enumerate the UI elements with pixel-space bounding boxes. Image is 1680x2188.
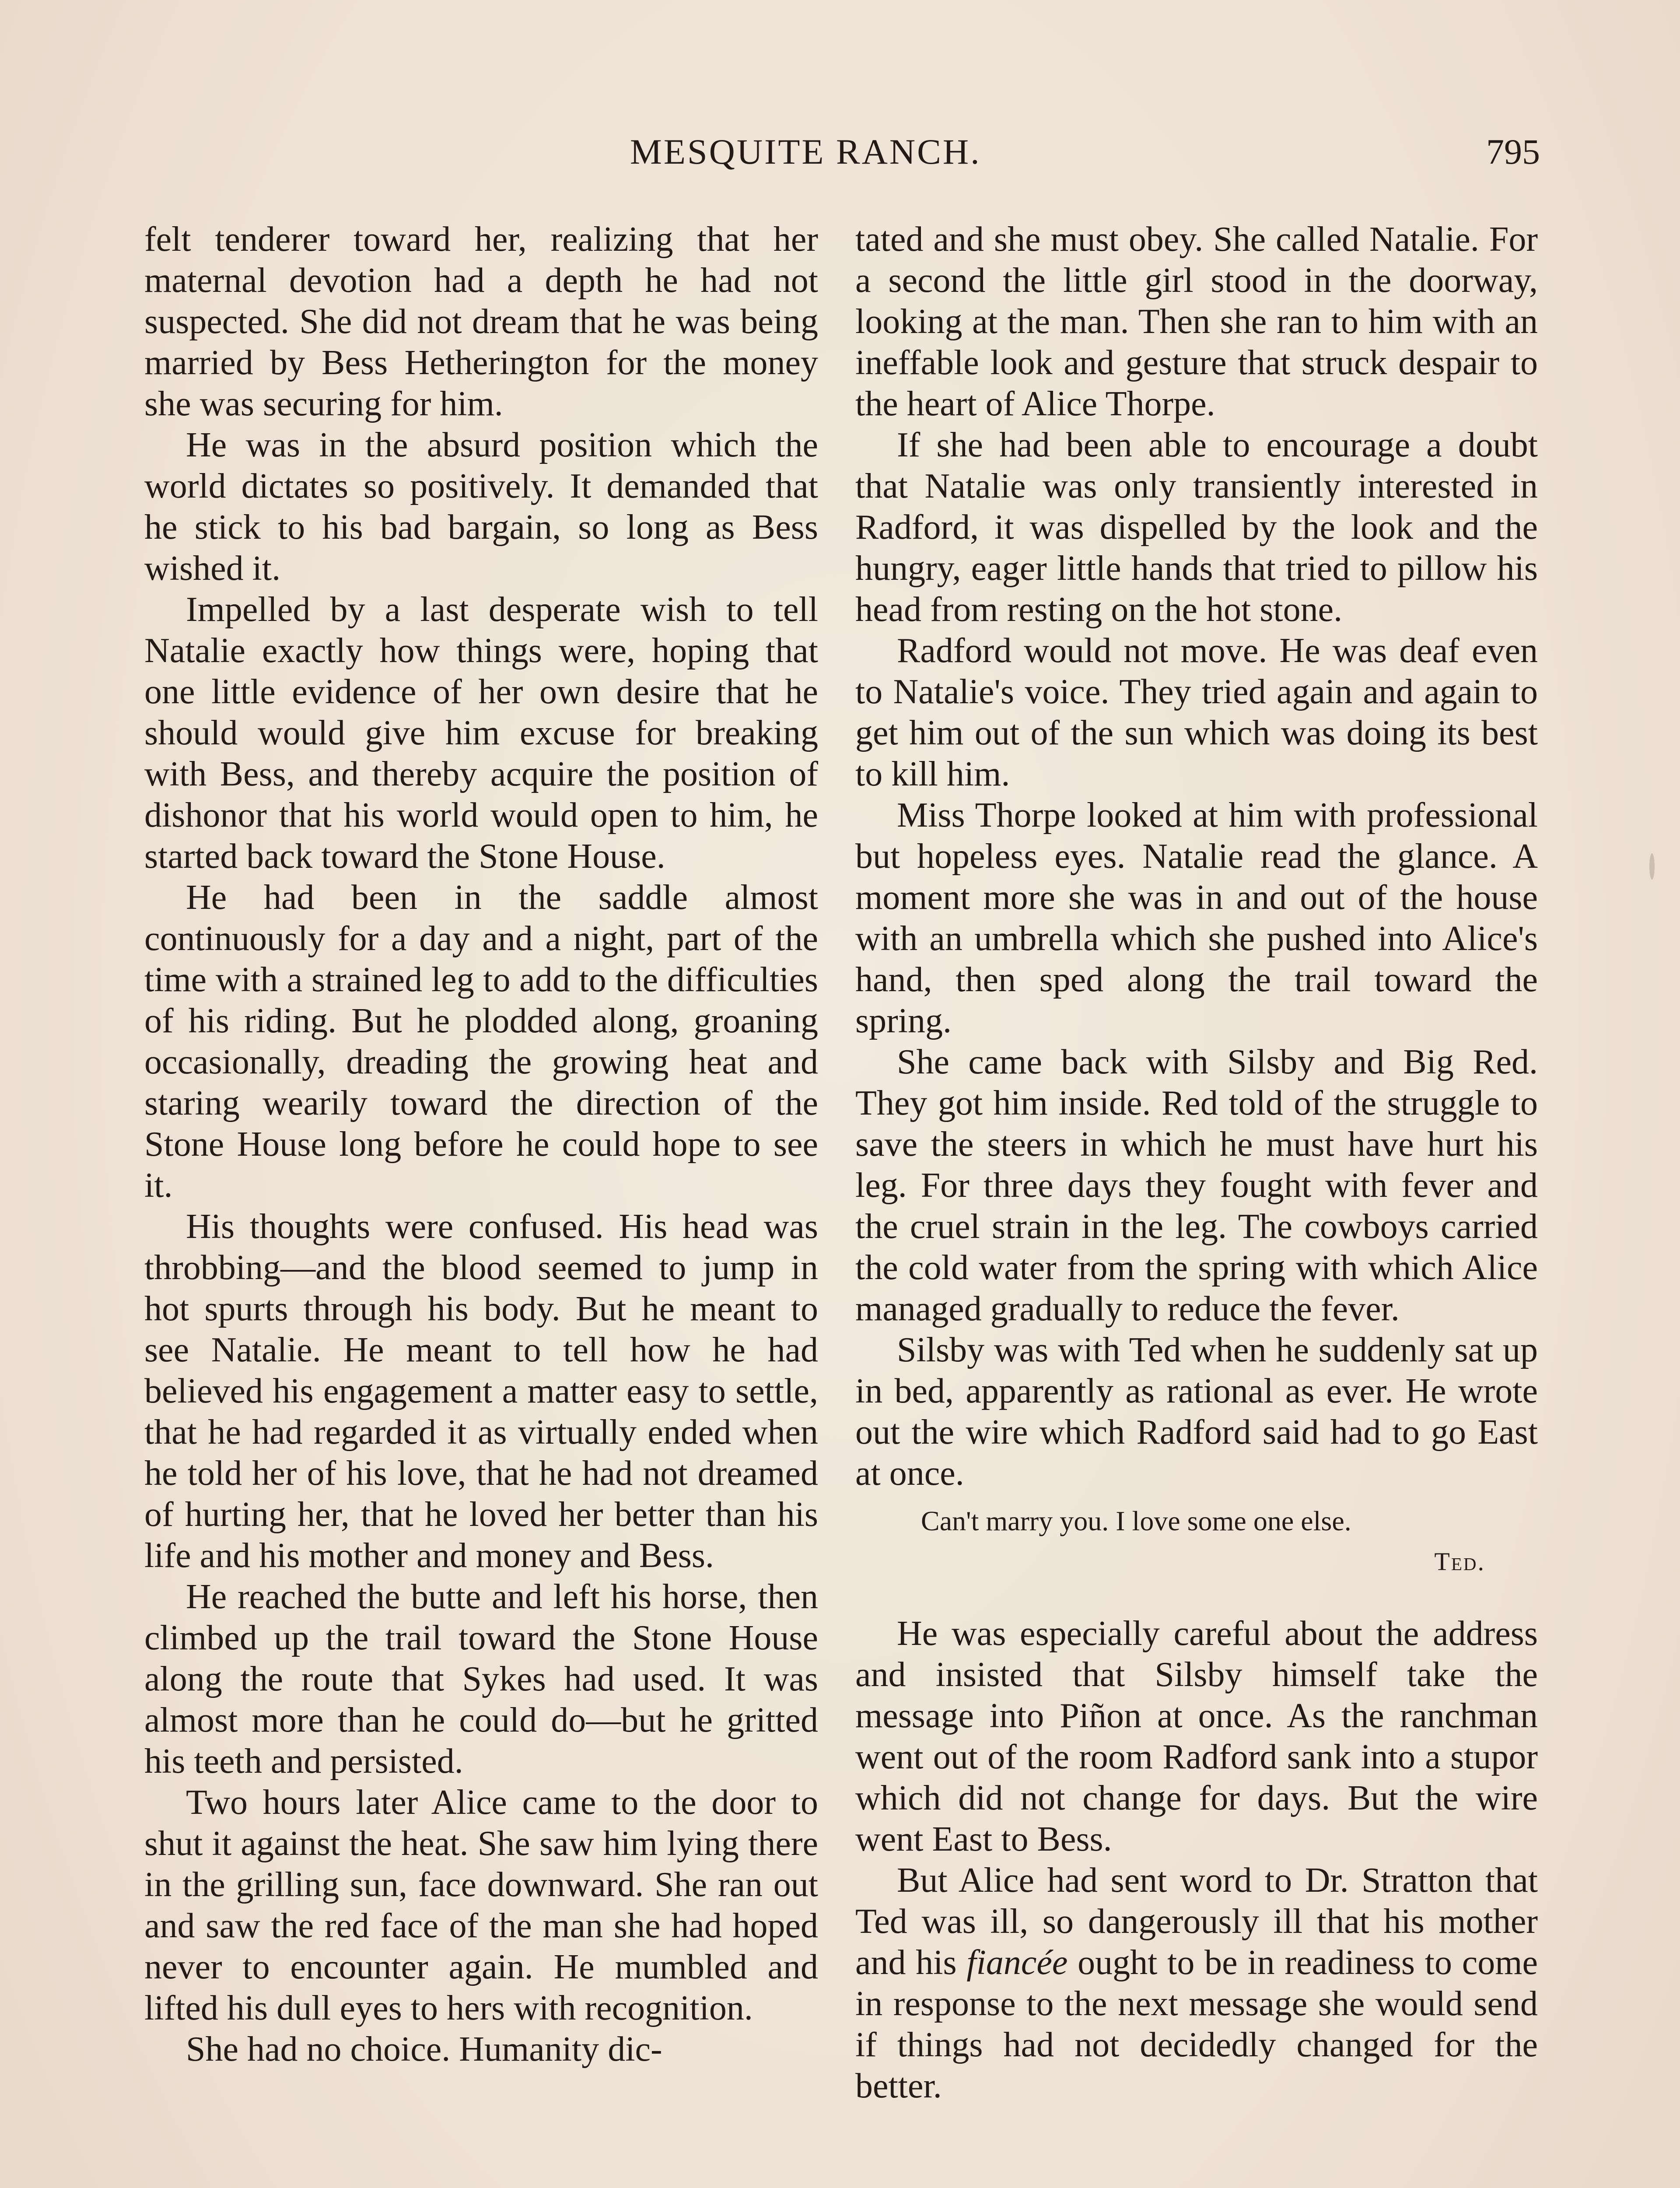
running-title: MESQUITE RANCH. bbox=[630, 132, 981, 172]
paragraph: Two hours later Alice came to the door to shut it against the heat. She saw him lying there in the grilling sun, face downward. She ran out and saw the red face of the man she had hoped never to encounter again. He mumbled and lifted his dull eyes to hers with recognition. bbox=[144, 1783, 818, 2027]
paragraph: He was in the absurd position which the world dictates so positively. It demanded that he stick to his bad bargain, so long as Bess wished it. bbox=[144, 426, 818, 588]
paragraph: Miss Thorpe looked at him with professional but hopeless eyes. Natalie read the glance. A moment more she was in and out of the house with an umbrella which she pushed into Alice's hand, then sped along the trail toward the spring. bbox=[855, 796, 1538, 1040]
paragraph: Radford would not move. He was deaf even to Natalie's voice. They tried again and again to get him out of the sun which was doing its best to kill him. bbox=[855, 631, 1538, 793]
paragraph-text: ought to be in readiness to come in response to the next message she would send if things had not decidedly changed for the better. bbox=[855, 1943, 1538, 2105]
paragraph: felt tenderer toward her, realizing that her maternal devotion had a depth he had not suspected. She did not dream that he was being married by Bess Hetherington for the money she was securing for him. bbox=[144, 220, 818, 423]
page-number: 795 bbox=[1486, 132, 1540, 172]
emphasis-text: fiancée bbox=[966, 1943, 1068, 1982]
paragraph: tated and she must obey. She called Natalie. For a second the little girl stood in the doorway, looking at the man. Then she ran to him with an ineffable look and gesture that struck despair to the heart of Alice Thorpe. bbox=[855, 220, 1538, 423]
paragraph-text: But Alice had sent word to Dr. Stratton that Ted was ill, so dangerously ill that his mother and his bbox=[855, 1861, 1538, 1982]
paragraph: She came back with Silsby and Big Red. They got him inside. Red told of the struggle to save the steers in which he must have hurt his leg. For three days they fought with fever and the cruel strain in the leg. The cowboys carried the cold water from the spring with which Alice managed gradually to reduce the fever. bbox=[855, 1043, 1538, 1328]
paragraph: Impelled by a last desperate wish to tell Natalie exactly how things were, hoping that one little evidence of her own desire that he should would give him excuse for breaking with Bess, and thereby acquire the position of dishonor that his world would open to him, he started back toward the Stone House. bbox=[144, 590, 818, 876]
paragraph: He was especially careful about the address and insisted that Silsby himself take the message into Piñon at once. As the ranchman went out of the room Radford sank into a stupor which did not change for days. But the wire went East to Bess. bbox=[855, 1614, 1538, 1858]
paragraph: If she had been able to encourage a doubt that Natalie was only transiently interested in Radford, it was dispelled by the look and the hungry, eager little hands that tried to pillow his head from resting on the hot stone. bbox=[855, 426, 1538, 629]
paragraph: He had been in the saddle almost continuously for a day and a night, part of the time with a strained leg to add to the difficulties of his riding. But he plodded along, groaning occasionally, dreading the growing heat and staring wearily toward the direction of the Stone House long before he could hope to see it. bbox=[144, 878, 818, 1205]
telegram-signature: Ted. bbox=[1434, 1547, 1485, 1576]
telegram-text: Can't marry you. I love some one else. bbox=[921, 1505, 1351, 1536]
page-header bbox=[140, 131, 1540, 179]
right-column bbox=[855, 219, 1538, 2107]
left-column bbox=[144, 219, 818, 2070]
paragraph: Silsby was with Ted when he suddenly sat up in bed, apparently as rational as ever. He wrote out the wire which Radford said had to go East at once. bbox=[855, 1331, 1538, 1493]
paragraph: He reached the butte and left his horse, then climbed up the trail toward the Stone House along the route that Sykes had used. It was almost more than he could do—but he gritted his teeth and persisted. bbox=[144, 1578, 818, 1781]
paragraph: His thoughts were confused. His head was throbbing—and the blood seemed to jump in hot spurts through his body. But he meant to see Natalie. He meant to tell how he had believed his engagement a matter easy to settle, that he had regarded it as virtually ended when he told her of his love, that he had not dreamed of hurting her, that he loved her better than his life and his mother and money and Bess. bbox=[144, 1207, 818, 1575]
paragraph-last bbox=[855, 1860, 1538, 2107]
ink-speck bbox=[1649, 853, 1655, 880]
paragraph: She had no choice. Humanity dic- bbox=[186, 2030, 662, 2069]
